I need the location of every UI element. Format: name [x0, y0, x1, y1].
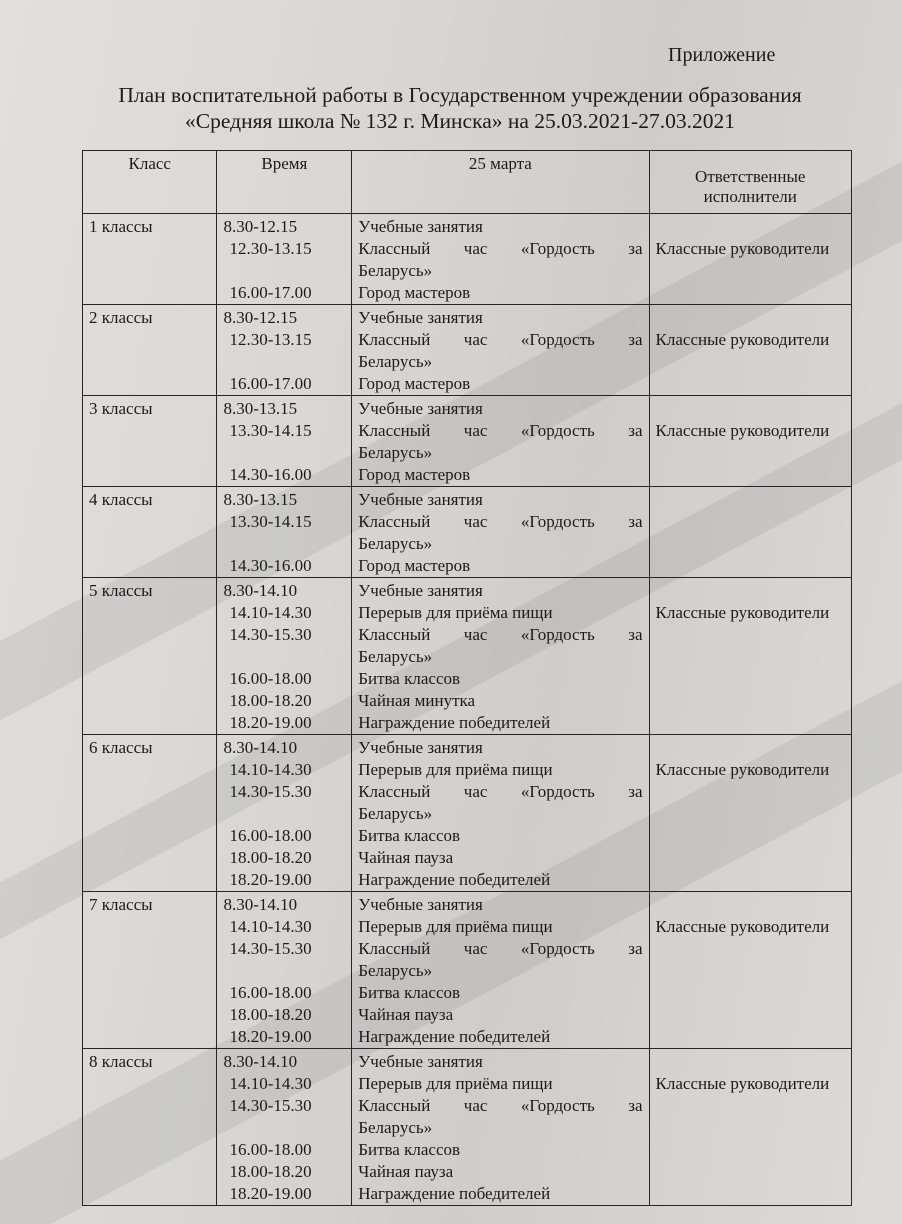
- table-row: [83, 305, 852, 396]
- time-slot: 8.30-14.10: [223, 581, 298, 600]
- activity-cell: [352, 1049, 649, 1206]
- title-line-1: План воспитательной работы в Государственном учреждении образования: [118, 83, 802, 107]
- time-slot: 16.00-17.00: [229, 283, 312, 302]
- document-title: [60, 82, 860, 134]
- activity-item: Награждение победителей: [358, 713, 551, 732]
- table-row: [83, 1049, 852, 1206]
- activity-item: Беларусь»: [358, 961, 433, 980]
- activity-item: Беларусь»: [358, 261, 433, 280]
- activity-item: Битва классов: [358, 826, 461, 845]
- time-slot: 18.20-19.00: [229, 713, 312, 732]
- activity-item: Классный час «Гордость за: [358, 1096, 643, 1115]
- time-cell: [217, 305, 352, 396]
- table-row: [83, 487, 852, 578]
- time-cell: [217, 1049, 352, 1206]
- time-slot: [223, 351, 345, 373]
- header-time: Время: [217, 151, 352, 214]
- class-cell: 5 классы: [83, 578, 217, 735]
- activity-item: Беларусь»: [358, 1118, 433, 1137]
- time-slot: 13.30-14.15: [229, 512, 312, 531]
- appendix-label: Приложение: [668, 44, 776, 66]
- time-slot: 14.30-16.00: [229, 465, 312, 484]
- class-cell: 8 классы: [83, 1049, 217, 1206]
- time-slot: 8.30-12.15: [223, 217, 298, 236]
- time-slot: 14.10-14.30: [229, 917, 312, 936]
- time-slot: 8.30-12.15: [223, 308, 298, 327]
- time-cell: [217, 735, 352, 892]
- time-slot: 8.30-13.15: [223, 490, 298, 509]
- time-slot: 14.10-14.30: [229, 760, 312, 779]
- activity-item: Битва классов: [358, 1140, 461, 1159]
- title-line-2: «Средняя школа № 132 г. Минска» на 25.03.2021-27.03.2021: [185, 109, 735, 133]
- activity-cell: [352, 892, 649, 1049]
- table-row: [83, 396, 852, 487]
- responsible-cell: Классные руководители: [649, 578, 851, 735]
- activity-cell: [352, 305, 649, 396]
- activity-item: Классный час «Гордость за: [358, 625, 643, 644]
- responsible-cell: Классные руководители: [649, 735, 851, 892]
- header-date: 25 марта: [352, 151, 649, 214]
- table-row: [83, 735, 852, 892]
- time-slot: 12.30-13.15: [229, 330, 312, 349]
- activity-item: Город мастеров: [358, 374, 471, 393]
- time-slot: 16.00-18.00: [229, 1140, 312, 1159]
- time-slot: 8.30-14.10: [223, 1052, 298, 1071]
- activity-item: Битва классов: [358, 669, 461, 688]
- activity-item: Классный час «Гордость за: [358, 512, 643, 531]
- class-cell: 6 классы: [83, 735, 217, 892]
- time-slot: 16.00-18.00: [229, 983, 312, 1002]
- responsible-cell: Классные руководители: [649, 214, 851, 305]
- activity-item: Чайная минутка: [358, 691, 476, 710]
- activity-item: Учебные занятия: [358, 399, 483, 418]
- time-slot: 16.00-17.00: [229, 374, 312, 393]
- time-slot: 14.10-14.30: [229, 1074, 312, 1093]
- time-slot: [223, 960, 345, 982]
- time-slot: 14.30-15.30: [229, 625, 312, 644]
- activity-item: Учебные занятия: [358, 217, 483, 236]
- time-slot: [223, 803, 345, 825]
- activity-cell: [352, 396, 649, 487]
- time-slot: 18.00-18.20: [229, 1005, 312, 1024]
- activity-item: Учебные занятия: [358, 1052, 483, 1071]
- header-class: Класс: [83, 151, 217, 214]
- time-slot: 16.00-18.00: [229, 826, 312, 845]
- time-slot: [223, 533, 345, 555]
- time-cell: [217, 214, 352, 305]
- time-slot: 14.30-16.00: [229, 556, 312, 575]
- class-cell: 2 классы: [83, 305, 217, 396]
- responsible-cell: Классные руководители: [649, 1049, 851, 1206]
- time-slot: [223, 1117, 345, 1139]
- time-cell: [217, 396, 352, 487]
- time-slot: [223, 442, 345, 464]
- table-row: [83, 214, 852, 305]
- table-row: [83, 578, 852, 735]
- activity-item: Битва классов: [358, 983, 461, 1002]
- time-slot: 8.30-13.15: [223, 399, 298, 418]
- schedule-table: [82, 150, 852, 1206]
- activity-cell: [352, 214, 649, 305]
- time-cell: [217, 892, 352, 1049]
- class-cell: 1 классы: [83, 214, 217, 305]
- activity-item: Город мастеров: [358, 465, 471, 484]
- activity-item: Учебные занятия: [358, 895, 483, 914]
- time-slot: [223, 646, 345, 668]
- activity-item: Учебные занятия: [358, 490, 483, 509]
- activity-item: Беларусь»: [358, 443, 433, 462]
- activity-item: Классный час «Гордость за: [358, 330, 643, 349]
- activity-item: Чайная пауза: [358, 1005, 454, 1024]
- time-slot: 18.20-19.00: [229, 870, 312, 889]
- time-cell: [217, 487, 352, 578]
- activity-item: Перерыв для приёма пищи: [358, 760, 553, 779]
- time-slot: 18.00-18.20: [229, 691, 312, 710]
- time-slot: 18.00-18.20: [229, 1162, 312, 1181]
- activity-item: Учебные занятия: [358, 581, 483, 600]
- table-row: [83, 892, 852, 1049]
- activity-item: Учебные занятия: [358, 308, 483, 327]
- activity-item: Классный час «Гордость за: [358, 239, 643, 258]
- activity-cell: [352, 578, 649, 735]
- activity-item: Беларусь»: [358, 804, 433, 823]
- class-cell: 4 классы: [83, 487, 217, 578]
- activity-item: Награждение победителей: [358, 1027, 551, 1046]
- time-slot: 16.00-18.00: [229, 669, 312, 688]
- activity-cell: [352, 735, 649, 892]
- responsible-cell: Классные руководители: [649, 305, 851, 396]
- activity-item: Классный час «Гордость за: [358, 421, 643, 440]
- time-slot: 8.30-14.10: [223, 895, 298, 914]
- table-body: [83, 214, 852, 1206]
- activity-item: Чайная пауза: [358, 1162, 454, 1181]
- activity-item: Классный час «Гордость за: [358, 939, 643, 958]
- activity-item: Чайная пауза: [358, 848, 454, 867]
- time-slot: 14.30-15.30: [229, 782, 312, 801]
- activity-item: Город мастеров: [358, 283, 471, 302]
- activity-item: Перерыв для приёма пищи: [358, 603, 553, 622]
- activity-item: Награждение победителей: [358, 1184, 551, 1203]
- time-slot: 13.30-14.15: [229, 421, 312, 440]
- time-slot: [223, 260, 345, 282]
- time-slot: 18.00-18.20: [229, 848, 312, 867]
- time-slot: 12.30-13.15: [229, 239, 312, 258]
- activity-item: Беларусь»: [358, 534, 433, 553]
- header-responsible: Ответственные исполнители: [649, 151, 851, 214]
- activity-cell: [352, 487, 649, 578]
- time-slot: 18.20-19.00: [229, 1027, 312, 1046]
- time-slot: 18.20-19.00: [229, 1184, 312, 1203]
- activity-item: Беларусь»: [358, 647, 433, 666]
- responsible-cell: [649, 487, 851, 578]
- activity-item: Перерыв для приёма пищи: [358, 917, 553, 936]
- responsible-cell: Классные руководители: [649, 396, 851, 487]
- time-slot: 14.10-14.30: [229, 603, 312, 622]
- activity-item: Учебные занятия: [358, 738, 483, 757]
- responsible-cell: Классные руководители: [649, 892, 851, 1049]
- class-cell: 3 классы: [83, 396, 217, 487]
- activity-item: Беларусь»: [358, 352, 433, 371]
- activity-item: Город мастеров: [358, 556, 471, 575]
- class-cell: 7 классы: [83, 892, 217, 1049]
- activity-item: Классный час «Гордость за: [358, 782, 643, 801]
- time-cell: [217, 578, 352, 735]
- activity-item: Награждение победителей: [358, 870, 551, 889]
- time-slot: 14.30-15.30: [229, 939, 312, 958]
- time-slot: 8.30-14.10: [223, 738, 298, 757]
- table-header-row: [83, 151, 852, 214]
- time-slot: 14.30-15.30: [229, 1096, 312, 1115]
- activity-item: Перерыв для приёма пищи: [358, 1074, 553, 1093]
